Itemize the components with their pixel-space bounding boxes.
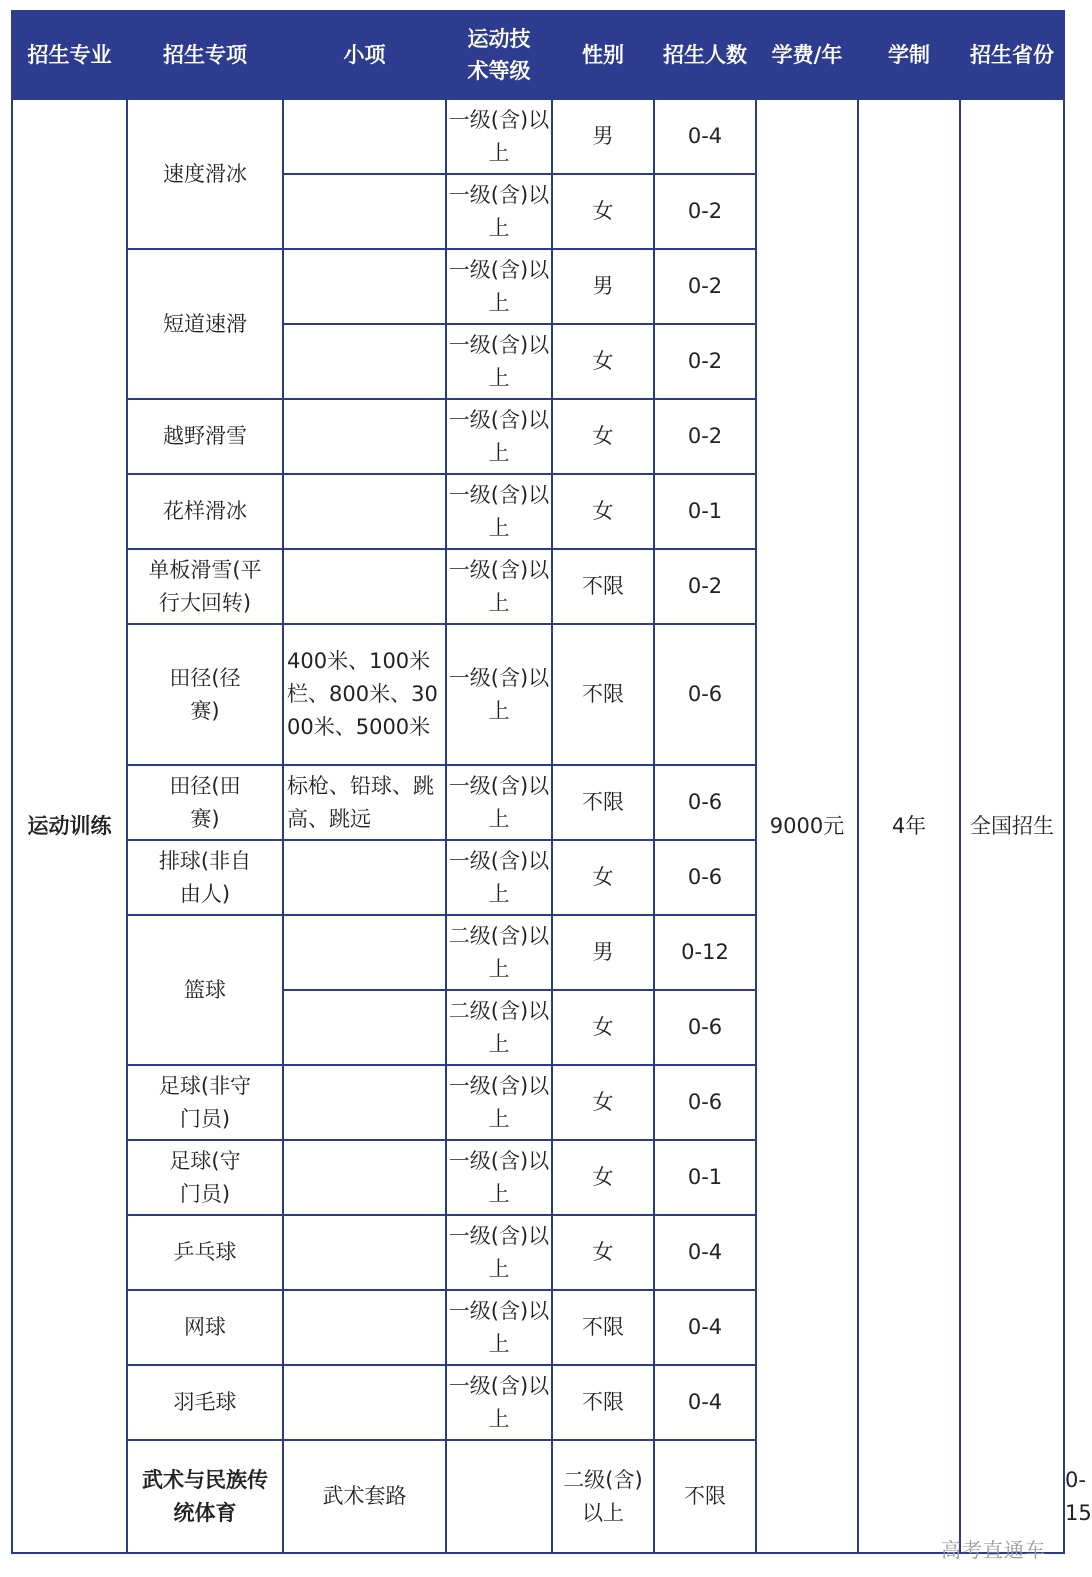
level-cell: 二级(含)以上 — [446, 990, 552, 1065]
sub-event-cell — [283, 915, 446, 990]
count-cell: 0-2 — [654, 249, 756, 324]
enrollment-table — [11, 10, 1092, 1554]
specialty-cell: 武术套路 — [283, 1440, 446, 1553]
level-cell: 一级(含)以上 — [446, 840, 552, 915]
count-cell: 0-2 — [654, 549, 756, 624]
count-cell: 0-6 — [654, 840, 756, 915]
count-cell: 0-4 — [654, 1365, 756, 1440]
gender-cell: 不限 — [552, 1290, 654, 1365]
level-cell: 一级(含)以上 — [446, 624, 552, 765]
table-row — [12, 99, 1064, 174]
count-cell: 0-1 — [654, 1140, 756, 1215]
gender-cell: 女 — [552, 1215, 654, 1290]
sub-event-cell — [283, 840, 446, 915]
gender-cell: 男 — [552, 249, 654, 324]
sub-event-cell — [283, 474, 446, 549]
gender-cell: 女 — [552, 840, 654, 915]
gender-cell: 不限 — [552, 1365, 654, 1440]
specialty-cell: 单板滑雪(平行大回转) — [127, 549, 283, 624]
header-sub-event: 小项 — [283, 11, 446, 99]
specialty-cell: 越野滑雪 — [127, 399, 283, 474]
specialty-cell: 足球(守门员) — [127, 1140, 283, 1215]
specialty-cell: 短道速滑 — [127, 249, 283, 399]
count-cell: 0-1 — [654, 474, 756, 549]
header-duration: 学制 — [858, 11, 960, 99]
level-cell: 一级(含)以上 — [446, 1215, 552, 1290]
major-cell: 武术与民族传统体育 — [127, 1440, 283, 1553]
count-cell: 0-2 — [654, 399, 756, 474]
count-cell: 0-2 — [654, 324, 756, 399]
specialty-cell: 田径(田赛) — [127, 765, 283, 840]
header-row — [12, 11, 1064, 99]
sub-event-cell — [283, 174, 446, 249]
count-cell: 0-6 — [654, 624, 756, 765]
gender-cell: 女 — [552, 174, 654, 249]
level-cell: 一级(含)以上 — [446, 99, 552, 174]
level-cell: 一级(含)以上 — [446, 549, 552, 624]
level-cell: 一级(含)以上 — [446, 324, 552, 399]
table-row: 武术与民族传统体育 武术套路 二级(含)以上 不限 0-15 — [12, 1440, 1064, 1553]
gender-cell: 女 — [552, 1065, 654, 1140]
header-major: 招生专业 — [12, 11, 127, 99]
level-cell: 一级(含)以上 — [446, 474, 552, 549]
sub-event-cell — [446, 1440, 552, 1553]
level-cell: 一级(含)以上 — [446, 174, 552, 249]
level-cell: 一级(含)以上 — [446, 1365, 552, 1440]
count-cell: 0-6 — [654, 990, 756, 1065]
sub-event-cell: 标枪、铅球、跳高、跳远 — [283, 765, 446, 840]
specialty-cell: 乒乓球 — [127, 1215, 283, 1290]
level-cell: 二级(含)以上 — [446, 915, 552, 990]
sub-event-cell — [283, 549, 446, 624]
count-cell: 0-2 — [654, 174, 756, 249]
gender-cell: 女 — [552, 990, 654, 1065]
duration-cell: 4年 — [858, 99, 960, 1553]
header-province: 招生省份 — [960, 11, 1064, 99]
gender-cell: 不限 — [552, 765, 654, 840]
sub-event-cell — [283, 990, 446, 1065]
gender-cell: 男 — [552, 99, 654, 174]
specialty-cell: 羽毛球 — [127, 1365, 283, 1440]
table-body — [12, 99, 1092, 1553]
specialty-cell: 排球(非自由人) — [127, 840, 283, 915]
gender-cell: 不限 — [552, 549, 654, 624]
province-cell: 全国招生 — [960, 99, 1064, 1553]
major-cell: 运动训练 — [12, 99, 127, 1553]
sub-event-cell — [283, 324, 446, 399]
specialty-cell: 篮球 — [127, 915, 283, 1065]
count-cell: 0-12 — [654, 915, 756, 990]
sub-event-cell — [283, 399, 446, 474]
sub-event-cell: 400米、100米栏、800米、3000米、5000米 — [283, 624, 446, 765]
header-count: 招生人数 — [654, 11, 756, 99]
count-cell: 0-6 — [654, 1065, 756, 1140]
level-cell: 一级(含)以上 — [446, 1290, 552, 1365]
specialty-cell: 网球 — [127, 1290, 283, 1365]
header-tuition: 学费/年 — [756, 11, 858, 99]
header-gender: 性别 — [552, 11, 654, 99]
level-cell: 一级(含)以上 — [446, 765, 552, 840]
sub-event-cell — [283, 1215, 446, 1290]
gender-cell: 女 — [552, 324, 654, 399]
gender-cell: 女 — [552, 1140, 654, 1215]
level-cell: 二级(含)以上 — [552, 1440, 654, 1553]
gender-cell: 不限 — [654, 1440, 756, 1553]
sub-event-cell — [283, 249, 446, 324]
gender-cell: 男 — [552, 915, 654, 990]
header-level: 运动技术等级 — [446, 11, 552, 99]
level-cell: 一级(含)以上 — [446, 399, 552, 474]
gender-cell: 女 — [552, 474, 654, 549]
header-specialty: 招生专项 — [127, 11, 283, 99]
sub-event-cell — [283, 99, 446, 174]
sub-event-cell — [283, 1290, 446, 1365]
level-cell: 一级(含)以上 — [446, 249, 552, 324]
sub-event-cell — [283, 1365, 446, 1440]
gender-cell: 女 — [552, 399, 654, 474]
level-cell: 一级(含)以上 — [446, 1065, 552, 1140]
count-cell: 0-6 — [654, 765, 756, 840]
specialty-cell: 速度滑冰 — [127, 99, 283, 249]
gender-cell: 不限 — [552, 624, 654, 765]
watermark-text: 高考直通车 — [941, 1538, 1046, 1562]
count-cell: 0-4 — [654, 99, 756, 174]
count-cell: 0-4 — [654, 1215, 756, 1290]
specialty-cell: 足球(非守门员) — [127, 1065, 283, 1140]
tuition-cell: 9000元 — [756, 99, 858, 1553]
sub-event-cell — [283, 1140, 446, 1215]
sub-event-cell — [283, 1065, 446, 1140]
specialty-cell: 花样滑冰 — [127, 474, 283, 549]
specialty-cell: 田径(径赛) — [127, 624, 283, 765]
level-cell: 一级(含)以上 — [446, 1140, 552, 1215]
count-cell: 0-4 — [654, 1290, 756, 1365]
